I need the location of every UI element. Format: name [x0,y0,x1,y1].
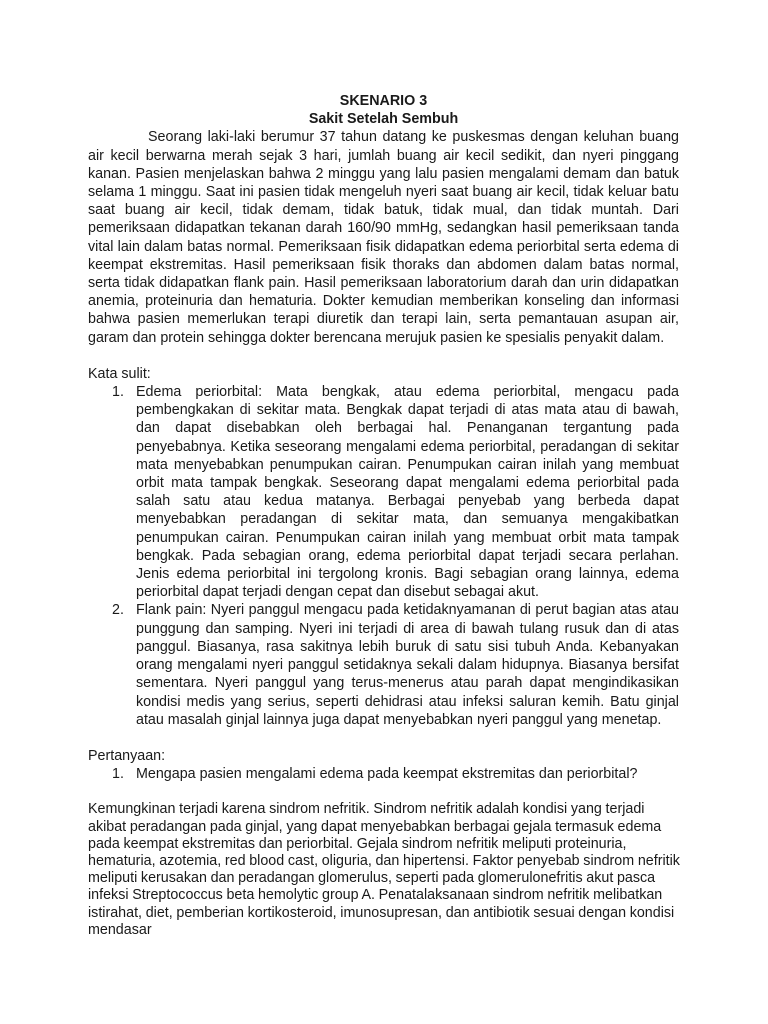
list-item [88,765,679,783]
list-item-number: 1. [112,766,124,783]
list-item-text: Edema periorbital: Mata bengkak, atau edema periorbital, mengacu pada pembengkakan di sekitar mata. Bengkak dapat terjadi di atas mata atau di bawah, dan dapat disebabkan oleh berbagai hal. Penanganan tergantung pada penyebabnya. Ketika seseorang mengalami edema periorbital, peradangan di sekitar mata menyebabkan penumpukan cairan. Penumpukan cairan inilah yang membuat orbit mata tampak bengkak. Seseorang dapat mengalami edema periorbital pada salah satu atau kedua matanya. Berbagai penyebab yang berbeda dapat menyebabkan peradangan di sekitar mata, dan semuanya mengakibatkan penumpukan cairan. Penumpukan cairan inilah yang membuat orbit mata tampak bengkak. Pada sebagian orang, edema periorbital dapat terjadi secara perlahan. Jenis edema periorbital ini tergolong kronis. Bagi sebagian orang lainnya, edema periorbital dapat terjadi dengan cepat dan disebut sebagai akut. [136,384,679,601]
document-subtitle: Sakit Setelah Sembuh [308,111,459,128]
list-item [88,601,679,728]
spacer [88,783,679,801]
list-item-number: 2. [112,602,124,619]
list-item [88,383,679,601]
answer-paragraph: Kemungkinan terjadi karena sindrom nefritik. Sindrom nefritik adalah kondisi yang terjadi akibat peradangan pada ginjal, yang dapat menyebabkan berbagai gejala termasuk edema pada keempat ekstremitas dan periorbital. Gejala sindrom nefritik meliputi proteinuria, hematuria, azotemia, red blood cast, oliguria, dan hipertensi. Faktor penyebab sindrom nefritik meliputi kerusakan dan peradangan glomerulus, seperti pada glomerulonefritis akut pasca infeksi Streptococcus beta hemolytic group A. Penatalaksanaan sindrom nefritik melibatkan istirahat, diet, pemberian kortikosteroid, imunosupresan, dan antibiotik sesuai dengan kondisi mendasar [88,801,680,938]
document-content [88,92,679,939]
list-item-text: Flank pain: Nyeri panggul mengacu pada ketidaknyamanan di perut bagian atas atau punggung dan samping. Nyeri ini terjadi di area di bawah tulang rusuk dan di atas panggul. Biasanya, rasa sakitnya lebih buruk di satu sisi tubuh Anda. Kebanyakan orang mengalami nyeri panggul setidaknya sekali dalam hidupnya. Biasanya bersifat sementara. Nyeri panggul yang terus-menerus atau parah dapat mengindikasikan kondisi medis yang serius, seperti dehidrasi atau infeksi saluran kemih. Batu ginjal atau masalah ginjal lainnya juga dapat menyebabkan nyeri panggul yang menetap. [136,602,679,728]
spacer [88,347,679,365]
pertanyaan-list [88,765,679,783]
scenario-paragraph: Seorang laki-laki berumur 37 tahun datang ke puskesmas dengan keluhan buang air kecil berwarna merah sejak 3 hari, jumlah buang air kecil sedikit, dan nyeri pinggang kanan. Pasien menjelaskan bahwa 2 minggu yang lalu pasien mengalami demam dan batuk selama 1 minggu. Saat ini pasien tidak mengeluh nyeri saat buang air kecil, tidak keluar batu saat buang air kecil, tidak demam, tidak batuk, tidak mual, dan tidak muntah. Dari pemeriksaan didapatkan tekanan darah 160/90 mmHg, sedangkan hasil pemeriksaan tanda vital lain dalam batas normal. Pemeriksaan fisik didapatkan edema periorbital serta edema di keempat ekstremitas. Hasil pemeriksaan fisik thoraks dan abdomen dalam batas normal, serta tidak didapatkan flank pain. Hasil pemeriksaan laboratorium darah dan urin didapatkan anemia, proteinuria dan hematuria. Dokter kemudian memberikan konseling dan informasi bahwa pasien memerlukan terapi diuretik dan terapi lain, serta pemantauan asupan air, garam dan protein sehingga dokter berencana merujuk pasien ke spesialis penyakit dalam. [88,129,679,346]
list-item-text: Mengapa pasien mengalami edema pada keempat ekstremitas dan periorbital? [136,766,638,783]
kata-sulit-label: Kata sulit: [88,365,151,382]
document-title: SKENARIO 3 [339,93,428,109]
list-item-number: 1. [112,384,124,401]
pertanyaan-label: Pertanyaan: [88,747,166,764]
kata-sulit-list [88,383,679,729]
spacer [88,729,679,747]
